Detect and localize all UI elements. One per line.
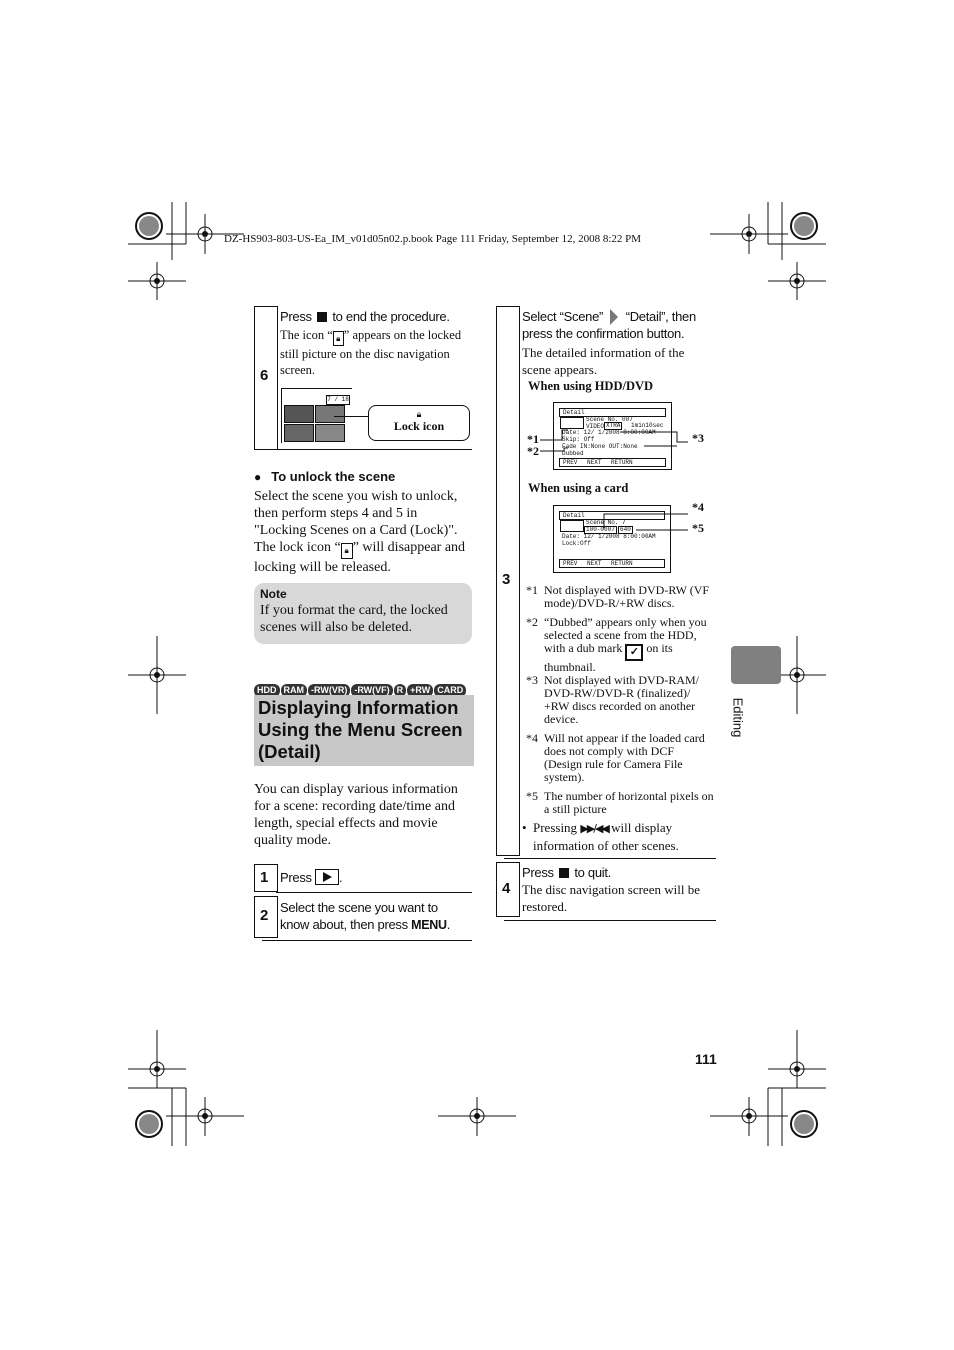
step-2: [254, 896, 472, 942]
footnote-5: *5 The number of horizontal pixels on a still picture: [526, 789, 714, 816]
step-6-rule: [276, 449, 472, 450]
stop-button-icon: [559, 868, 569, 878]
footnote-1: *1 Not displayed with DVD-RW (VF mode)/DVD-R/+RW discs.: [526, 583, 710, 610]
lock-callout-leader: [334, 416, 368, 417]
detail-title-bar: Detail: [559, 408, 666, 417]
dubbed-label: Dubbed: [562, 450, 584, 457]
callout-1: *1: [527, 432, 539, 446]
step-1-number: 1: [260, 869, 269, 886]
footnote-2: *2 “Dubbed” appears only when you selected a scene from the HDD, with a dub mark ✓ on its thumbnail.: [526, 615, 707, 674]
horizontal-pixels: 640: [620, 526, 631, 533]
note-title: Note: [260, 587, 287, 601]
step-4: [496, 862, 716, 924]
thumbnail: [284, 405, 314, 423]
return-label: RETURN: [611, 560, 633, 567]
step-6: [254, 306, 472, 451]
callout-3: *3: [692, 431, 704, 445]
scene-number: Scene No. 007: [586, 416, 633, 423]
quality-mode: XTRA: [606, 422, 621, 429]
scene-date: Date: 12/ 1/2008 8:00:00AM: [562, 533, 656, 540]
step-3: [496, 306, 716, 858]
step-3-rule: [504, 858, 716, 859]
footnote-4: *4 Will not appear if the loaded card does not comply with DCF (Design rule for Camera File system).: [526, 731, 705, 784]
stop-button-icon: [317, 312, 327, 322]
lock-icon: 🔒︎: [341, 543, 353, 559]
media-badge: CARD: [434, 684, 466, 697]
card-callout-lines: [596, 506, 696, 536]
scene-counter: 7 / 18: [327, 396, 349, 403]
media-badge: -RW(VR): [308, 684, 350, 697]
lock-icon-callout: 🔒︎ Lock icon: [368, 405, 470, 441]
step-4-body: The disc navigation screen will be restored.: [522, 882, 700, 914]
callout-4: *4: [692, 500, 704, 514]
scene-thumbnail: [560, 520, 584, 532]
note-box: [254, 583, 472, 644]
lock-icon: 🔒︎: [333, 331, 344, 346]
step-2-heading: Select the scene you want to know about, then press MENU.: [280, 900, 451, 932]
media-badge: +RW: [407, 684, 433, 697]
next-label: NEXT: [587, 560, 602, 567]
note-body: If you format the card, the locked scenes will also be deleted.: [260, 603, 448, 635]
thumbnail: [284, 424, 314, 442]
prev-label: PREV: [563, 560, 578, 567]
fast-forward-rewind-icon: ▶▶/◀◀: [580, 822, 608, 835]
detail-nav-bar: [559, 559, 665, 568]
step-6-body: The icon “ 🔒︎ ” appears on the locked still picture on the disc navigation screen.: [280, 328, 462, 377]
media-badge: HDD: [254, 684, 280, 697]
dub-mark-icon: ✓: [625, 644, 643, 661]
section-title: Displaying Information Using the Menu Screen (Detail): [254, 695, 474, 766]
step-6-number: 6: [260, 367, 269, 384]
unlock-body: Select the scene you wish to unlock, then perform steps 4 and 5 in "Locking Scenes on a Card (Lock)". The lock icon “ 🔒︎ ” will disappear and locking will be released.: [254, 489, 466, 575]
play-button-icon: [315, 869, 339, 885]
step-3-bullet: • Pressing ▶▶/◀◀ will display information of other scenes.: [522, 820, 679, 853]
callout-2: *2: [527, 444, 539, 458]
step-3-heading: Select “Scene” “Detail”, then press the confirmation button.: [522, 309, 696, 341]
thumbnail: [315, 405, 345, 423]
lock-icon: 🔒︎: [416, 409, 422, 419]
file-number: 100-0007: [586, 526, 615, 533]
step-2-number: 2: [260, 907, 269, 924]
step-1-heading: Press .: [280, 870, 343, 885]
step-3-body: The detailed information of the scene appears.: [522, 345, 685, 377]
step-4-rule: [504, 920, 716, 921]
step-6-heading: Press to end the procedure.: [280, 309, 450, 324]
media-badge: RAM: [281, 684, 308, 697]
hdd-label: When using HDD/DVD: [528, 379, 654, 393]
unlock-heading: ● To unlock the scene: [254, 469, 396, 484]
callout-5: *5: [692, 521, 704, 535]
step-1-rule: [276, 892, 472, 893]
page-number: 111: [695, 1051, 717, 1067]
lock-setting: Lock:Off: [562, 540, 591, 547]
scene-date: Date: 12/ 1/2008 8:00:00AM: [562, 429, 656, 436]
step-2-rule: [262, 940, 472, 941]
section-intro: You can display various information for a scene: recording date/time and length, special effects and movie quality mode.: [254, 782, 458, 848]
step-4-number: 4: [502, 880, 511, 897]
chapter-tab: [731, 646, 781, 684]
card-label: When using a card: [528, 481, 629, 495]
fade-setting: Fade IN:None OUT:None: [562, 443, 638, 450]
media-badge: -RW(VF): [351, 684, 392, 697]
detail-title-bar: Detail: [559, 511, 665, 520]
skip-setting: Skip: Off: [562, 436, 595, 443]
hdd-callout-lines: [524, 424, 720, 464]
scene-number: Scene No. 7: [586, 519, 626, 526]
media-badge: R: [394, 684, 407, 697]
step-3-number: 3: [502, 571, 511, 588]
arrow-right-icon: [610, 309, 618, 325]
next-label: NEXT: [587, 459, 602, 466]
scene-length: 1min10sec: [631, 422, 664, 429]
step-1: [254, 864, 472, 892]
bullet: ●: [254, 470, 262, 484]
video-label: VIDEO: [586, 423, 605, 430]
thumbnail-locked: [315, 424, 345, 442]
menu-button-label: MENU: [411, 918, 447, 932]
footnote-3: *3 Not displayed with DVD-RAM/ DVD-RW/DVD-R (finalized)/ +RW discs recorded on another device.: [526, 673, 699, 726]
prev-label: PREV: [563, 459, 578, 466]
step-4-heading: Press to quit.: [522, 865, 611, 880]
return-label: RETURN: [611, 459, 633, 466]
chapter-label: Editing: [730, 697, 746, 738]
print-header: DZ-HS903-803-US-Ea_IM_v01d05n02.p.book Page 111 Friday, September 12, 2008 8:22 PM: [224, 233, 642, 245]
